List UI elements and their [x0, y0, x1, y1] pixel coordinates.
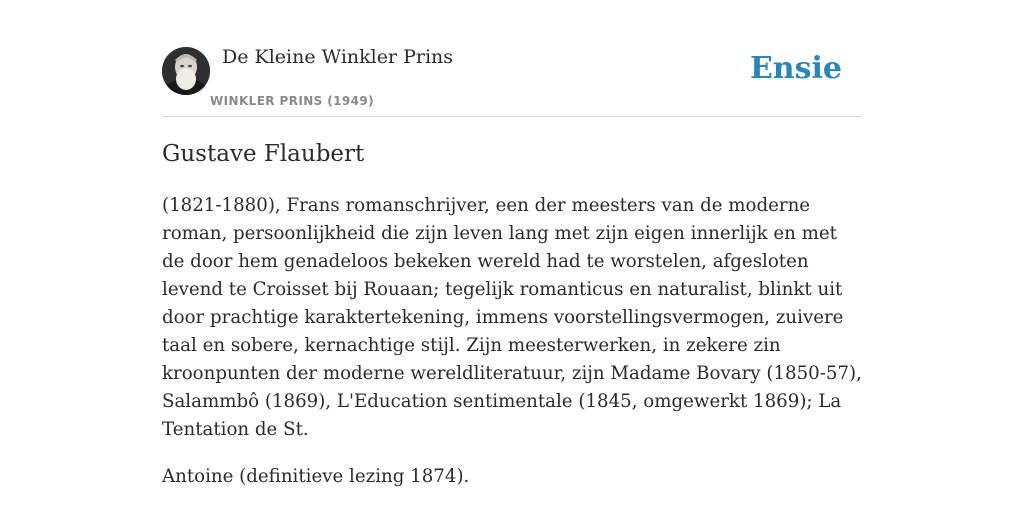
source-subtitle[interactable]: WINKLER PRINS (1949)	[210, 94, 375, 108]
entry-paragraph: Antoine (definitieve lezing 1874).	[162, 466, 470, 487]
author-avatar[interactable]	[162, 47, 210, 95]
source-title[interactable]: De Kleine Winkler Prins	[222, 46, 454, 68]
entry-paragraph: (1821-1880), Frans romanschrijver, een der meesters van de moderne roman, persoonlijkheid die zijn leven lang met zijn eigen innerlijk en met de door hem genadeloos bekeken wereld had te worstelen, afgesloten levend te Croisset bij Rouaan; tegelijk romanticus en naturalist, blinkt uit door prachtige karaktertekening, immens voorstellingsvermogen, zuivere taal en sobere, kernachtige stijl. Zijn meesterwerken, in zekere zin kroonpunten der moderne wereldliteratuur, zijn Madame Bovary (1850-57), Salammbô (1869), L'Education sentimentale (1845, omgewerkt 1869); La Tentation de St.	[162, 195, 862, 440]
portrait-image	[162, 47, 210, 95]
entry-title: Gustave Flaubert	[162, 141, 365, 167]
page-container	[162, 0, 862, 487]
ensie-logo[interactable]: Ensie	[749, 51, 842, 86]
source-header	[162, 0, 862, 117]
entry-body	[162, 192, 862, 510]
